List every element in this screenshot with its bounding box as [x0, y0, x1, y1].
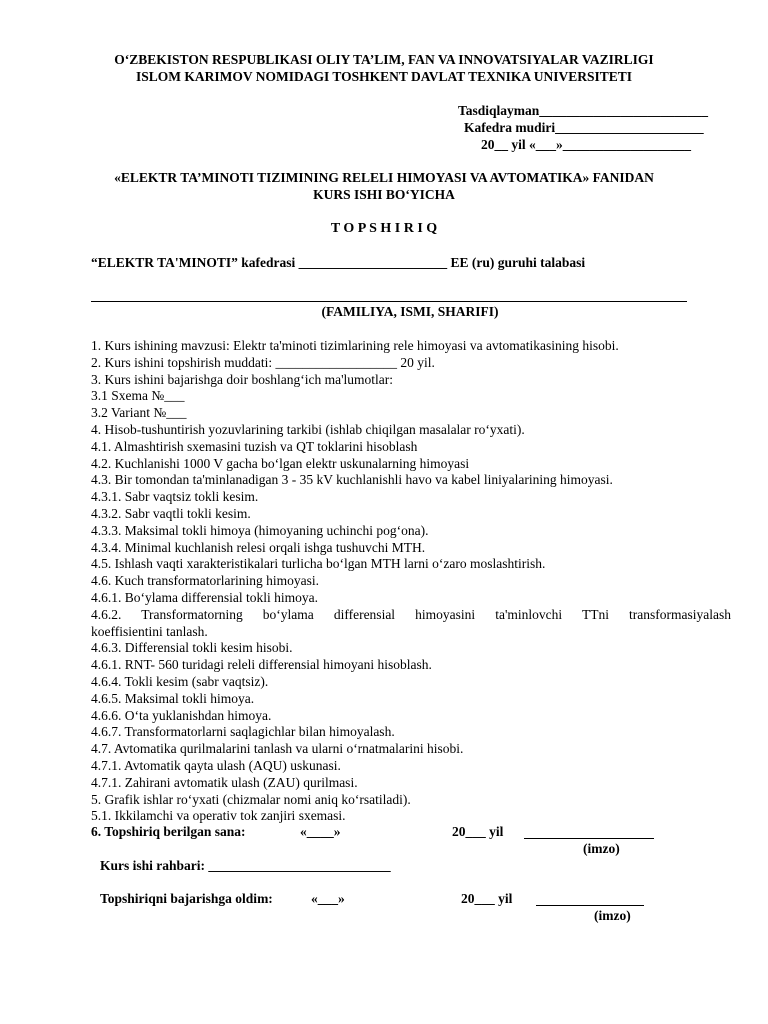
issue-date-year: 20___ yil [452, 824, 504, 839]
ministry-heading: O‘ZBEKISTON RESPUBLIKASI OLIY TA’LIM, FAN VA INNOVATSIYALAR VAZIRLIGI [114, 52, 654, 67]
list-item: 4.6.6. O‘ta yuklanishdan himoya. [91, 707, 272, 723]
accepted-label: Topshiriqni bajarishga oldim: [100, 891, 273, 906]
course-title-line2: KURS ISHI BO‘YICHA [313, 187, 455, 202]
approval-line: Tasdiqlayman_________________________ [458, 103, 709, 118]
list-item: 1. Kurs ishining mavzusi: Elektr ta'minoti tizimlarining rele himoyasi va avtomatikasining hisobi. [91, 338, 619, 353]
list-item: 5.1. Ikkilamchi va operativ tok zanjiri sxemasi. [91, 808, 346, 824]
list-item: 3.1 Sxema №___ [91, 388, 185, 404]
issue-date-label: 6. Topshiriq berilgan sana: [91, 824, 246, 839]
list-item: 4.3. Bir tomondan ta'minlanadigan 3 - 35 kV kuchlanishli havo va kabel liniyalarining himoyasi. [91, 472, 613, 488]
list-item: 4.6.1. RNT- 560 turidagi releli differensial himoyani hisoblash. [91, 657, 432, 673]
student-name-rule [91, 301, 687, 302]
list-item: 4.6.5. Maksimal tokli himoya. [91, 690, 255, 706]
department-head-line: Kafedra mudiri______________________ [464, 120, 704, 135]
university-heading: ISLOM KARIMOV NOMIDAGI TOSHKENT DAVLAT TEXNIKA UNIVERSITETI [135, 69, 633, 84]
list-item: 3.2 Variant №___ [91, 405, 187, 421]
list-item: 4. Hisob-tushuntirish yozuvlarining tarkibi (ishlab chiqilgan masalalar ro‘yxati). [91, 421, 525, 437]
list-item: 4.3.3. Maksimal tokli himoya (himoyaning uchinchi pog‘ona). [91, 522, 429, 538]
document-title: T O P S H I R I Q [330, 221, 438, 236]
list-item: 4.6.1. Bo‘ylama differensial tokli himoya. [91, 589, 318, 605]
task-list [91, 338, 731, 825]
approval-date-line: 20__ yil «___»___________________ [481, 137, 692, 152]
department-line: “ELEKTR TA'MINOTI” kafedrasi ______________________ EE (ru) guruhi talabasi [91, 255, 586, 270]
issue-signature-caption: (imzo) [583, 841, 620, 856]
list-item: 4.6.7. Transformatorlarni saqlagichlar bilan himoyalash. [91, 724, 395, 740]
accepted-signature-caption: (imzo) [594, 908, 631, 923]
list-item: 4.6. Kuch transformatorlarining himoyasi. [91, 573, 319, 589]
list-item: koeffisientini tanlash. [91, 623, 208, 639]
list-item: 4.3.2. Sabr vaqtli tokli kesim. [91, 505, 251, 521]
list-item: 2. Kurs ishini topshirish muddati: __________________ 20 yil. [91, 354, 435, 370]
name-caption: (FAMILIYA, ISMI, SHARIFI) [321, 304, 499, 319]
list-item: 4.3.4. Minimal kuchlanish relesi orqali ishga tushuvchi MTH. [91, 539, 426, 555]
course-title-line1: «ELEKTR TA’MINOTI TIZIMINING RELELI HIMOYASI VA AVTOMATIKA» FANIDAN [114, 170, 654, 185]
list-item: 4.7. Avtomatika qurilmalarini tanlash va ularni o‘rnatmalarini hisobi. [91, 741, 464, 757]
supervisor-line: Kurs ishi rahbari: ___________________________ [100, 858, 391, 873]
list-item: 4.6.4. Tokli kesim (sabr vaqtsiz). [91, 673, 269, 689]
accepted-signature-rule [536, 905, 644, 906]
list-item: 4.2. Kuchlanishi 1000 V gacha bo‘lgan elektr uskunalarning himoyasi [91, 455, 470, 471]
accepted-year: 20___ yil [461, 891, 513, 906]
accepted-day: «___» [311, 891, 345, 906]
list-item: 5. Grafik ishlar ro‘yxati (chizmalar nomi aniq ko‘rsatiladi). [91, 791, 411, 807]
list-item: 4.6.3. Differensial tokli kesim hisobi. [91, 640, 293, 656]
list-item: 4.3.1. Sabr vaqtsiz tokli kesim. [91, 489, 259, 505]
issue-date-day: «____» [300, 824, 341, 839]
list-item: 3. Kurs ishini bajarishga doir boshlang‘ich ma'lumotlar: [91, 371, 394, 387]
list-item: 4.5. Ishlash vaqti xarakteristikalari turlicha bo‘lgan MTH larni o‘zaro moslashtirish. [91, 556, 546, 572]
issue-signature-rule [524, 838, 654, 839]
list-item: 4.7.1. Avtomatik qayta ulash (AQU) uskunasi. [91, 757, 341, 773]
list-item: 4.6.2. Transformatorning bo‘ylama differensial himoyasini ta'minlovchi TTni transformasiyalash [91, 606, 731, 622]
list-item: 4.1. Almashtirish sxemasini tuzish va QT toklarini hisoblash [91, 438, 418, 454]
list-item: 4.7.1. Zahirani avtomatik ulash (ZAU) qurilmasi. [91, 774, 358, 790]
